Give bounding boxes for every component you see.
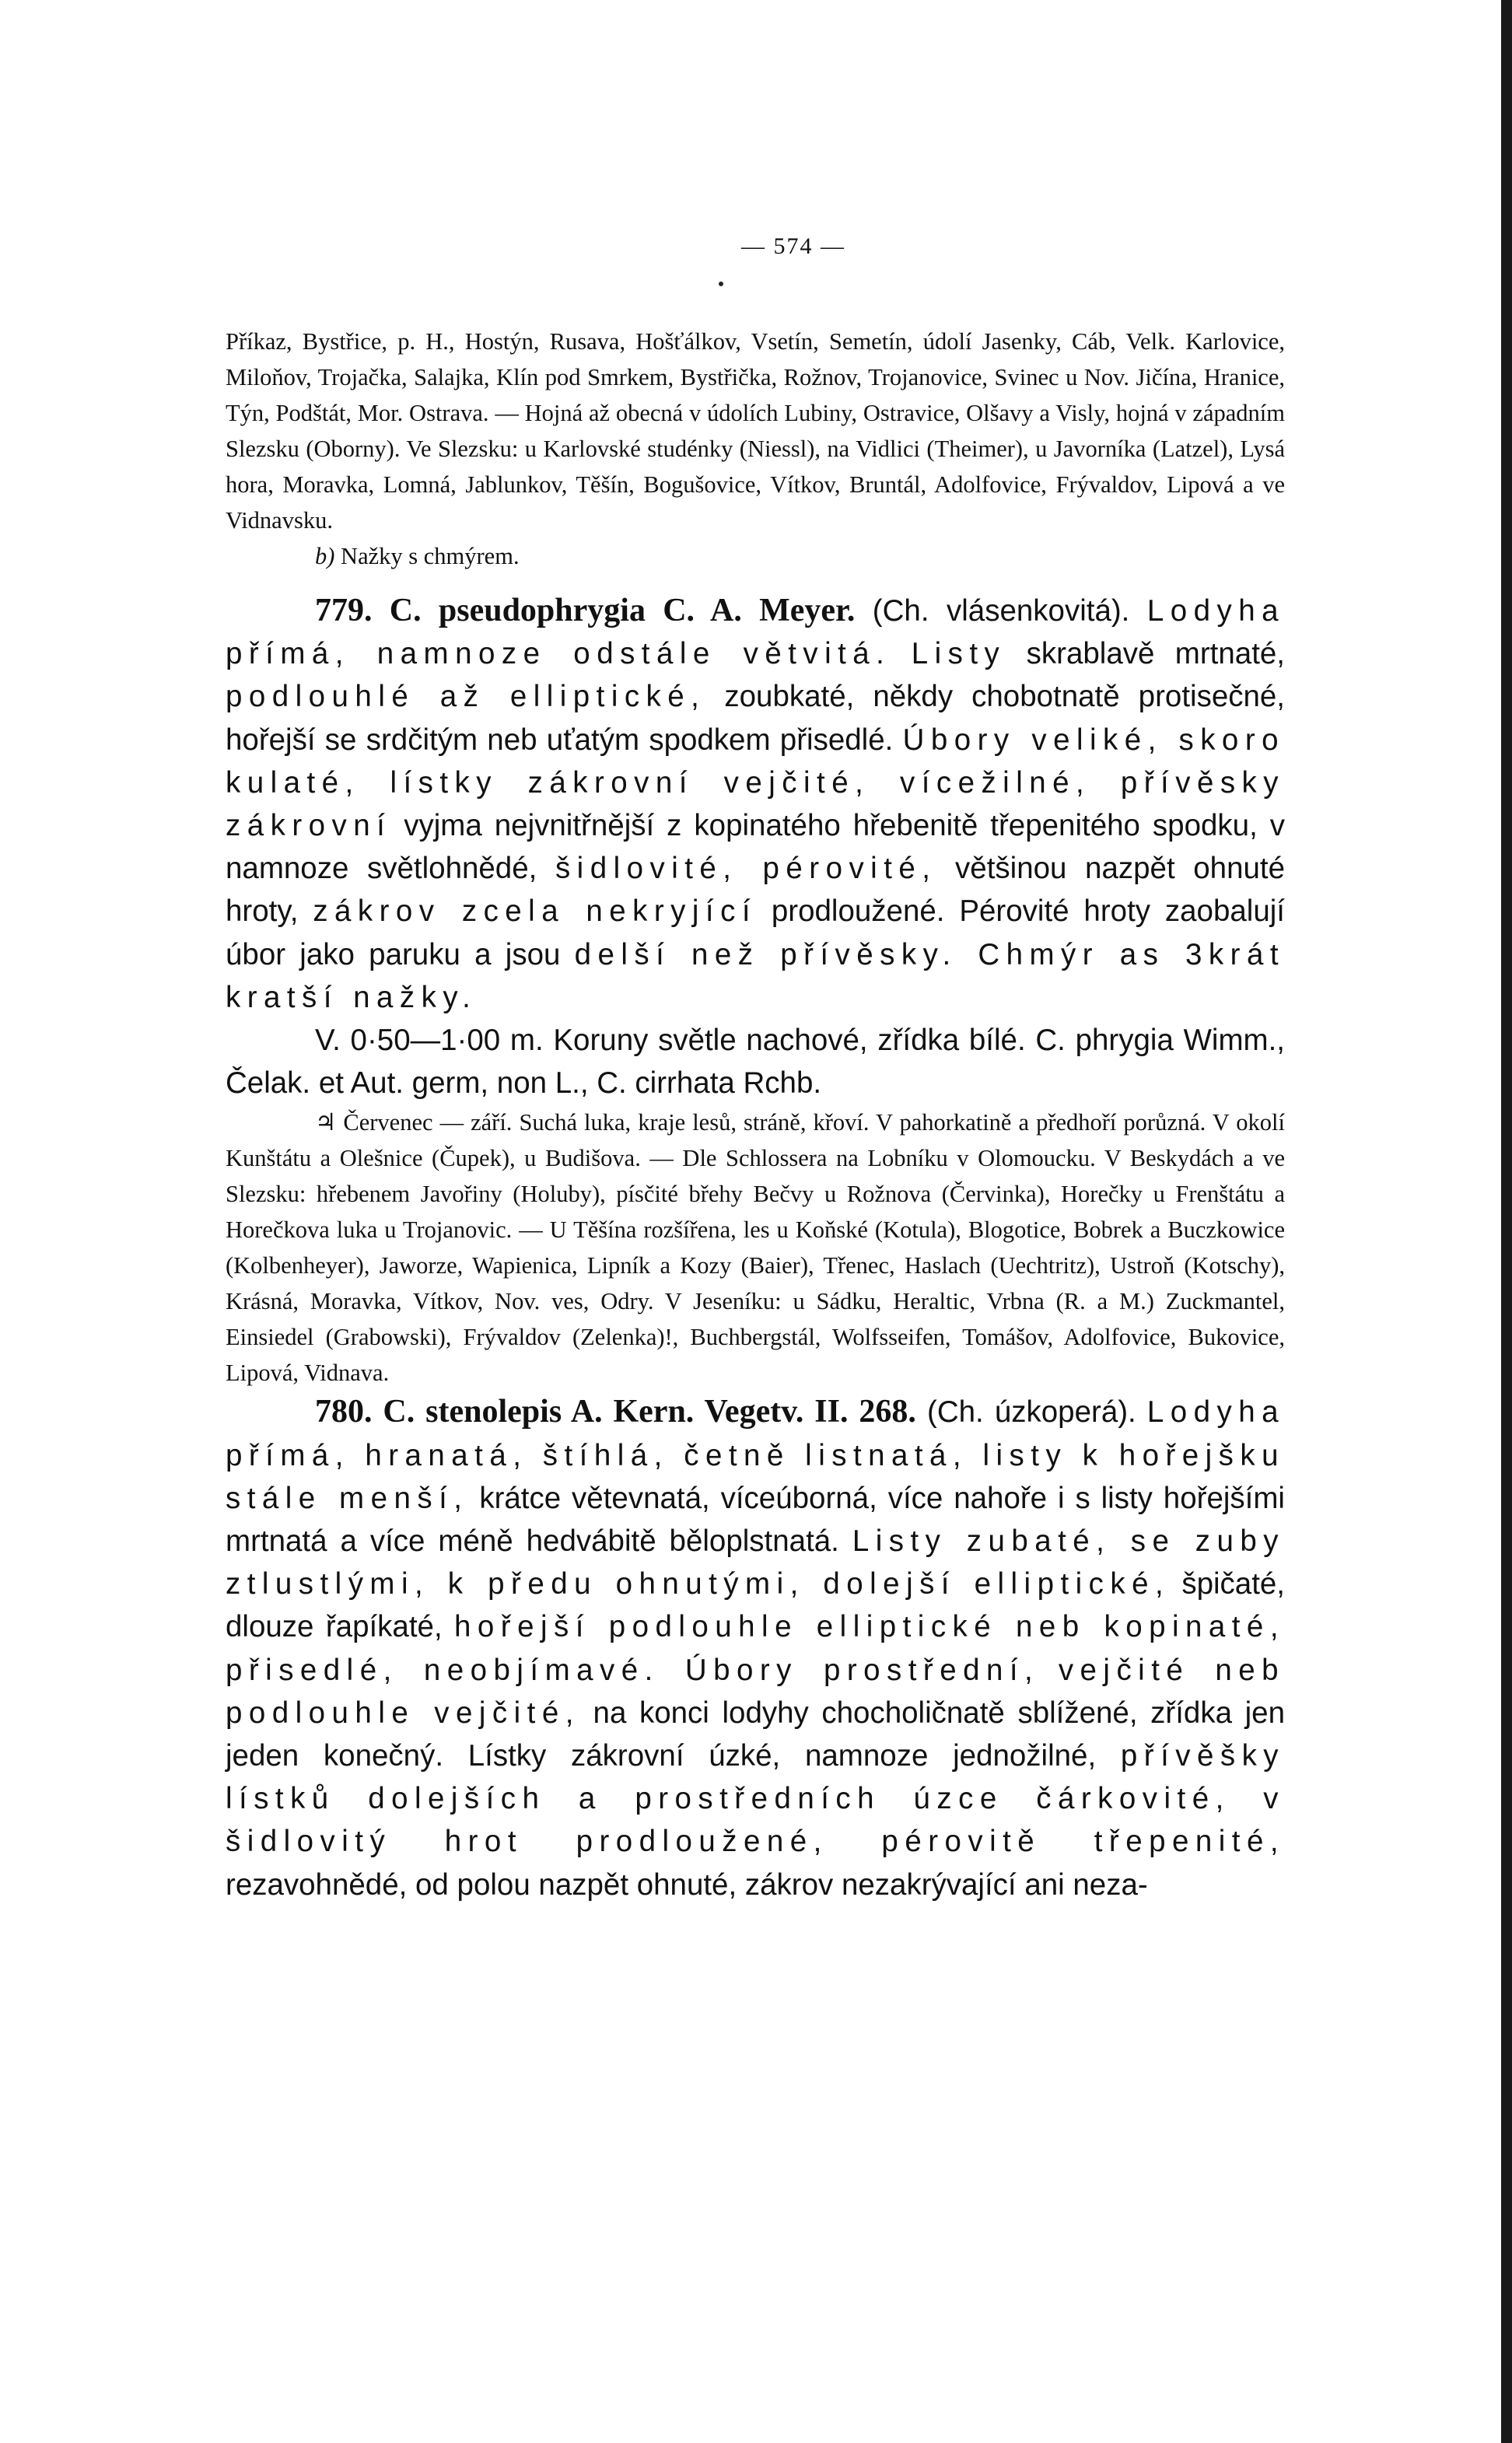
entry-780-czech-name: (Ch. úzkoperá). [927, 1395, 1136, 1430]
entry-780-appendages-2: rezavohnědé, od polou nazpět ohnuté, zákrov nezakrývající ani neza- [226, 1867, 1148, 1902]
entry-779-heading: 779. C. pseudophrygia C. A. Meyer. [315, 593, 856, 628]
entry-780-leaves-3: hořejší podlouhle elliptické neb kopinaté, přisedlé, neobjímavé. Úbory prostřední, [226, 1610, 1285, 1687]
subvariety-label: b) [315, 543, 335, 569]
entry-779-size: V. 0·50—1·00 m. Koruny světle nachové, zřídka bílé. C. phrygia Wimm., Čelak. et Aut. germ, non L., C. cirrhata Rchb. [226, 1024, 1285, 1101]
entry-780-stem: Lodyha přímá, hranatá, štíhlá, četně listnatá, listy k hořejšku stále menší, [226, 1395, 1286, 1515]
entry-780-heads: vejčité neb podlouhle vejčité, [226, 1653, 1285, 1730]
entry-779-description [226, 590, 1285, 1019]
entry-780-heads-2: na konci lodyhy chocholičnatě sblížené, zřídka jen jeden konečný. Lístky zákrovní úzké, namnoze jednožilné, [226, 1696, 1285, 1773]
entry-779-pappus-1: prodloužené. Pérovité hroty zaobalují úbor jako paruku a jsou [226, 894, 1285, 971]
entry-779-tips: většinou nazpět ohnuté hroty, [226, 852, 1286, 929]
page-content [226, 324, 1285, 1906]
entry-780-leaves: Listy zubaté, se zuby ztlustlými, k předu ohnutými, dolejší elliptické, [226, 1524, 1285, 1601]
entry-780-stem-2: krátce větevnatá, víceúborná, více nahoře i s listy hořejšími mrtnatá a více méně hedvábitě běloplstnatá. [226, 1481, 1285, 1559]
localities-text-2: — Hojná až obecná v údolích Lubiny, Ostravice, Olšavy a Visly, hojná v západním Slezsku (Oborny). Ve Slezsku: u Karlovské studénky (Niessl), na Vidlici (Theimer), u Javorníka (Latzel), Lysá hora, Moravka, Lomná, Jablunkov, Těšín, Bogušovice, Vítkov, Bruntál, Adolfovice, Frývaldov, Lipová a ve Vidnavsku. [226, 400, 1285, 534]
entry-779-leaves-2: zoubkaté, někdy chobotnatě protisečné, hořejší se srdčitým neb uťatým spodkem přisedlé. [226, 680, 1285, 757]
entry-780-description [226, 1391, 1285, 1906]
entry-780-heading: 780. C. stenolepis A. Kern. Vegetv. II. 268. [315, 1394, 916, 1430]
entry-779-leaves-1: skrablavě mrtnaté, [1026, 637, 1285, 671]
entry-779-involucre: zákrov zcela nekryjící [313, 894, 757, 929]
localities-paragraph [226, 324, 1285, 538]
subvariety-text: Nažky s chmýrem. [341, 543, 520, 569]
scan-edge-bar [1501, 0, 1512, 2443]
entry-779-heads: Úbory veliké, skoro kulaté, lístky zákrovní vejčité, vícežilné, přívěsky zákrovní [226, 723, 1285, 843]
localities-text-1: Příkaz, Bystřice, p. H., Hostýn, Rusava, Hošťálkov, Vsetín, Semetín, údolí Jasenky, Cáb, Velk. Karlovice, Miloňov, Trojačka, Salajka, Klín pod Smrkem, Bystřička, Rožnov, Trojanovice, Svinec u Nov. Jičína, Hranice, Týn, Podštát, Mor. Ostrava. [226, 328, 1285, 426]
entry-780-leaves-2: špičaté, dlouze řapíkaté, [226, 1567, 1285, 1644]
subvariety-line [226, 538, 1285, 574]
entry-779-habitat: ♃ Červenec — září. Suchá luka, kraje lesů, stráně, křoví. V pahorkatině a předhoří porůzná. V okolí Kunštátu a Olešnice (Čupek), u Budišova. — Dle Schlossera na Lobníku v Olomoucku. V Beskydách a ve Slezsku: hřebenem Javořiny (Holuby), písčité břehy Bečvy u Rožnova (Červinka), Horečky u Frenštátu a Horečkova luka u Trojanovic. — U Těšína rozšířena, les u Koňské (Kotula), Blogotice, Bobrek a Buczkowice (Kolbenheyer), Jaworze, Wapienica, Lipník a Kozy (Baier), Třenec, Haslach (Uechtritz), Ustroň (Kotschy), Krásná, Moravka, Vítkov, Nov. ves, Odry. V Jeseníku: u Sádku, Heraltic, Vrbna (R. a M.) Zuckmantel, Einsiedel (Grabowski), Frývaldov (Zelenka)!, Buchbergstál, Wolfsseifen, Tomášov, Adolfovice, Bukovice, Lipová, Vidnava. [226, 1109, 1285, 1387]
entry-780-appendages: přívěšky lístků dolejších a prostředních úzce čárkovité, v šidlovitý hrot prodloužené, pérovitě třepenité, [226, 1739, 1286, 1859]
entry-779-leaves-shape: podlouhlé až elliptické, [226, 680, 706, 714]
print-dot [719, 282, 723, 286]
entry-779-appendages-shape: šidlovité, pérovité, [555, 852, 937, 886]
entry-779-czech-name: (Ch. vlásenkovitá). [872, 594, 1130, 628]
page-number: — 574 — [741, 233, 845, 259]
entry-779-leaves-label: Listy [911, 637, 1006, 671]
entry-779-pappus-2: delší než přívěsky. Chmýr as 3krát kratší nažky. [226, 937, 1285, 1014]
entry-779-appendages: vyjma nejvnitřnější z kopinatého hřebenitě třepenitého spodku, v namnoze světlohnědé, [226, 809, 1285, 886]
entry-779-stem: Lodyha přímá, namnoze odstále větvitá. [226, 594, 1285, 671]
